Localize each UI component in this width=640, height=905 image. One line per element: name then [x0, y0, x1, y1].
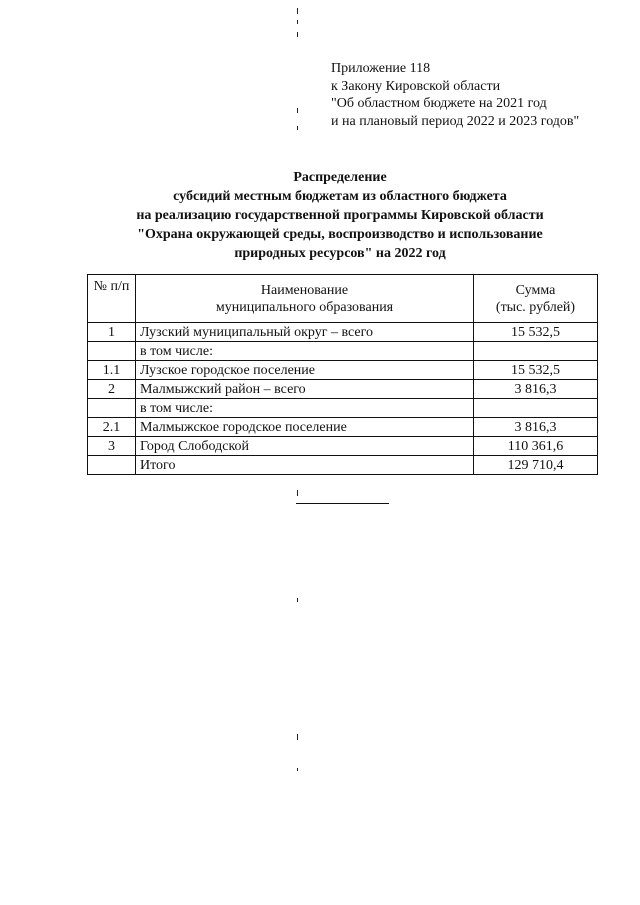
title-line: Распределение [293, 170, 387, 185]
row-num [88, 399, 136, 418]
row-name: Город Слободской [136, 437, 474, 456]
row-name: Итого [136, 456, 474, 475]
header-sum-line1: Сумма [515, 282, 556, 298]
row-name: в том числе: [136, 399, 474, 418]
table-row [88, 418, 598, 437]
header-sum-line2: (тыс. рублей) [495, 299, 576, 315]
scan-artifact [297, 20, 298, 24]
appendix-line: и на плановый период 2022 и 2023 годов" [331, 113, 580, 129]
row-num: 1 [88, 323, 136, 342]
header-sum [474, 275, 598, 323]
appendix-header [331, 60, 579, 130]
scan-artifact [297, 768, 298, 771]
row-num: 3 [88, 437, 136, 456]
row-name: Малмыжский район – всего [136, 380, 474, 399]
row-sum: 3 816,3 [474, 380, 598, 399]
subsidy-table [87, 274, 598, 475]
table-header-row [88, 275, 598, 323]
table-row [88, 399, 598, 418]
table-row [88, 342, 598, 361]
row-name: Лузское городское поселение [136, 361, 474, 380]
row-sum [474, 399, 598, 418]
table-row [88, 361, 598, 380]
table-row [88, 380, 598, 399]
row-name: Лузский муниципальный округ – всего [136, 323, 474, 342]
row-num: 2 [88, 380, 136, 399]
appendix-line: к Закону Кировской области [331, 78, 501, 94]
scan-artifact [297, 126, 298, 130]
row-sum: 110 361,6 [474, 437, 598, 456]
header-num [88, 275, 136, 323]
table-row [88, 437, 598, 456]
row-name: в том числе: [136, 342, 474, 361]
title-line: "Охрана окружающей среды, воспроизводство и использование [137, 227, 543, 242]
table-row-total [88, 456, 598, 475]
scan-artifact [297, 598, 298, 602]
appendix-line: "Об областном бюджете на 2021 год [331, 96, 547, 111]
title-line: субсидий местным бюджетам из областного бюджета [173, 189, 507, 204]
document-title [0, 168, 640, 263]
header-name [136, 275, 474, 323]
closing-underline [296, 503, 389, 504]
row-sum: 15 532,5 [474, 323, 598, 342]
title-line: на реализацию государственной программы Кировской области [136, 208, 544, 223]
row-sum: 3 816,3 [474, 418, 598, 437]
scan-artifact [297, 108, 298, 113]
table-row [88, 323, 598, 342]
scan-artifact [297, 734, 298, 740]
row-num [88, 342, 136, 361]
row-num: 1.1 [88, 361, 136, 380]
row-name: Малмыжское городское поселение [136, 418, 474, 437]
header-name-line1: Наименование [260, 282, 349, 298]
row-sum: 129 710,4 [474, 456, 598, 475]
appendix-line: Приложение 118 [331, 61, 431, 76]
scan-artifact [297, 32, 298, 37]
row-num [88, 456, 136, 475]
scan-artifact [297, 8, 298, 14]
scan-artifact [297, 490, 298, 496]
header-num-label: № п/п [93, 279, 130, 294]
header-name-line2: муниципального образования [215, 299, 394, 315]
row-num: 2.1 [88, 418, 136, 437]
row-sum: 15 532,5 [474, 361, 598, 380]
title-line: природных ресурсов" на 2022 год [234, 246, 446, 261]
row-sum [474, 342, 598, 361]
